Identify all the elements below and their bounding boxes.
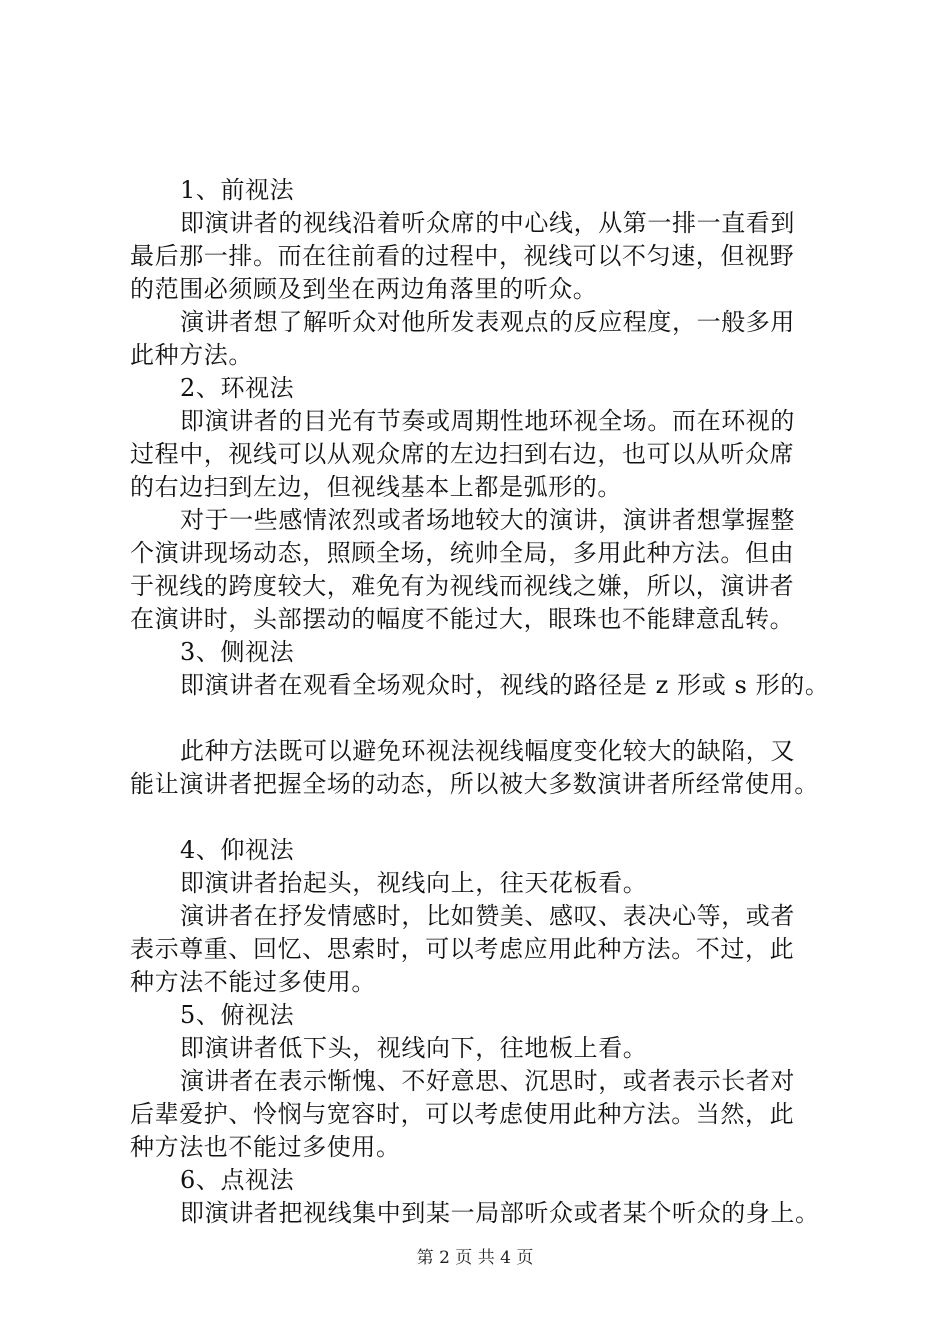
paragraph-line: 能让演讲者把握全场的动态，所以被大多数演讲者所经常使用。 — [130, 770, 819, 798]
paragraph-line: 即演讲者的视线沿着听众席的中心线，从第一排一直看到 — [180, 209, 795, 237]
paragraph-line: 即演讲者的目光有节奏或周期性地环视全场。而在环视的 — [180, 407, 795, 435]
paragraph-line: 即演讲者抬起头，视线向上，往天花板看。 — [180, 869, 648, 897]
paragraph-line: 表示尊重、回忆、思索时，可以考虑应用此种方法。不过，此 — [130, 935, 795, 963]
paragraph-line: 种方法不能过多使用。 — [130, 968, 376, 996]
paragraph-line: 演讲者在抒发情感时，比如赞美、感叹、表决心等，或者 — [180, 902, 795, 930]
section-heading: 5、俯视法 — [180, 1001, 295, 1029]
paragraph-line: 演讲者想了解听众对他所发表观点的反应程度，一般多用 — [180, 308, 795, 336]
document-body — [130, 174, 830, 1230]
paragraph-line: 种方法也不能过多使用。 — [130, 1133, 401, 1161]
section-heading: 2、环视法 — [180, 374, 295, 402]
paragraph-line: 在演讲时，头部摆动的幅度不能过大，眼珠也不能肆意乱转。 — [130, 605, 795, 633]
blank-line — [130, 702, 830, 735]
blank-line — [130, 801, 830, 834]
paragraph-line: 即演讲者在观看全场观众时，视线的路径是 z 形或 s 形的。 — [180, 671, 830, 699]
paragraph-line: 个演讲现场动态，照顾全场，统帅全局，多用此种方法。但由 — [130, 539, 795, 567]
section-heading: 6、点视法 — [180, 1166, 295, 1194]
paragraph-line: 最后那一排。而在往前看的过程中，视线可以不匀速，但视野 — [130, 242, 795, 270]
paragraph-line: 后辈爱护、怜悯与宽容时，可以考虑使用此种方法。当然，此 — [130, 1100, 795, 1128]
page-footer: 第 2 页 共 4 页 — [416, 1248, 534, 1268]
paragraph-line: 此种方法。 — [130, 341, 253, 369]
paragraph-line: 对于一些感情浓烈或者场地较大的演讲，演讲者想掌握整 — [180, 506, 795, 534]
paragraph-line: 的右边扫到左边，但视线基本上都是弧形的。 — [130, 473, 622, 501]
paragraph-line: 即演讲者把视线集中到某一局部听众或者某个听众的身上。 — [180, 1199, 820, 1227]
paragraph-line: 于视线的跨度较大，难免有为视线而视线之嫌，所以，演讲者 — [130, 572, 795, 600]
paragraph-line: 此种方法既可以避免环视法视线幅度变化较大的缺陷，又 — [180, 737, 795, 765]
section-heading: 3、侧视法 — [180, 638, 295, 666]
paragraph-line: 过程中，视线可以从观众席的左边扫到右边，也可以从听众席 — [130, 440, 795, 468]
section-heading: 4、仰视法 — [180, 836, 295, 864]
paragraph-line: 的范围必须顾及到坐在两边角落里的听众。 — [130, 275, 598, 303]
paragraph-line: 演讲者在表示惭愧、不好意思、沉思时，或者表示长者对 — [180, 1067, 795, 1095]
paragraph-line: 即演讲者低下头，视线向下，往地板上看。 — [180, 1034, 648, 1062]
section-heading: 1、前视法 — [180, 176, 295, 204]
